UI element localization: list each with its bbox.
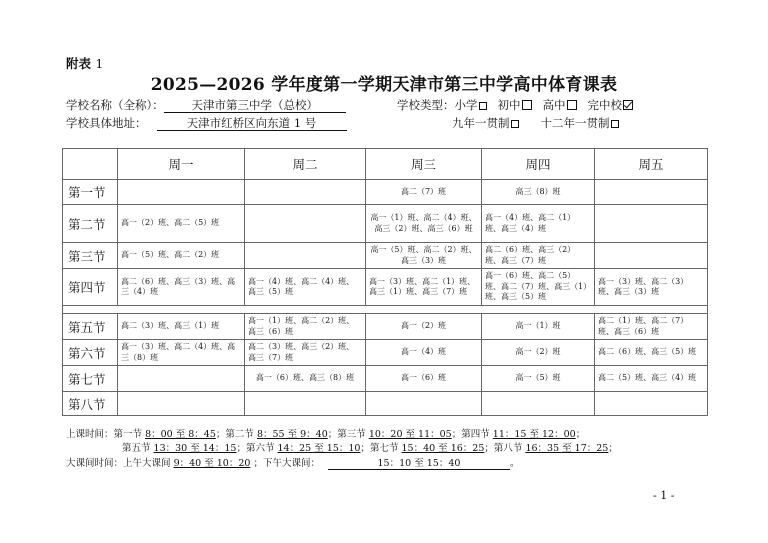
- class-cell: 高一（1）班、高二（2）班、高三（6）班: [245, 314, 366, 340]
- checkbox-icon: [522, 100, 532, 110]
- class-cell: 高一（5）班、高二（2）班、高三（3）班: [366, 243, 482, 269]
- class-cell: 高一（4）班、高二（4）班、高三（5）班: [245, 269, 366, 306]
- period-label: 第五节: [63, 314, 118, 340]
- class-cell: [482, 392, 595, 416]
- class-cell: [245, 180, 366, 205]
- class-cell: [118, 180, 245, 205]
- period-label: 第六节: [63, 340, 118, 366]
- period-label: 第一节: [63, 180, 118, 205]
- corner-cell: [63, 149, 118, 180]
- class-cell: 高一（3）班、高二（4）班、高三（8）班: [118, 340, 245, 366]
- school-type-twelve-year[interactable]: 十二年一贯制: [541, 116, 619, 130]
- table-row: [63, 205, 708, 243]
- class-times-line-1: 上课时间：第一节 8：00 至 8：45；第二节 8：55 至 9：40；第三节 10：20 至 11：05；第四节 11：15 至 12：00；: [66, 429, 586, 440]
- school-address-row: 学校具体地址： 天津市红桥区向东道 1 号: [66, 115, 347, 131]
- break-times-line: 大课间时间：上午大课间 9：40 至 10：20 ；下午大课间： 15：10 至 15：40 。: [66, 458, 520, 469]
- class-cell: 高一（6）班、高三（8）班: [245, 366, 366, 392]
- class-cell: 高三（8）班: [482, 180, 595, 205]
- class-cell: 高一（3）班、高二（3）班、高三（3）班: [595, 269, 708, 306]
- class-cell: 高一（6）班、高二（5）班、高二（7）班、高三（1）班、高三（5）班: [482, 269, 595, 306]
- school-type-senior[interactable]: 高中: [543, 98, 577, 112]
- day-header: 周一: [118, 149, 245, 180]
- table-row: [63, 269, 708, 306]
- period-label: 第七节: [63, 366, 118, 392]
- class-cell: [595, 243, 708, 269]
- class-cell: 高二（6）班、高三（3）班、高三（4）班: [118, 269, 245, 306]
- school-type-primary[interactable]: 小学: [455, 98, 487, 112]
- class-cell: 高二（6）班、高三（2）班、高三（7）班: [482, 243, 595, 269]
- class-cell: 高一（3）班、高二（1）班、高三（1）班、高三（7）班: [366, 269, 482, 306]
- class-cell: 高二（3）班、高三（1）班: [118, 314, 245, 340]
- period-label: 第八节: [63, 392, 118, 416]
- class-cell: 高二（6）班、高三（5）班: [595, 340, 708, 366]
- school-type-junior[interactable]: 初中: [498, 98, 532, 112]
- school-name-row: 学校名称（全称）： 天津市第三中学（总校）: [66, 97, 346, 113]
- class-cell: [245, 392, 366, 416]
- period-label: 第四节: [63, 269, 118, 306]
- checked-box-icon: [623, 100, 633, 110]
- class-cell: 高一（1）班: [482, 314, 595, 340]
- class-cell: [595, 205, 708, 243]
- page-title: 2025—2026 学年度第一学期天津市第三中学高中体育课表: [150, 75, 618, 95]
- annex-label: 附表 1: [66, 56, 104, 71]
- class-cell: 高二（1）班、高二（7）班、高三（6）班: [595, 314, 708, 340]
- class-cell: [245, 205, 366, 243]
- checkbox-icon: [611, 120, 619, 128]
- school-type-row: 学校类型：小学 初中 高中 完中校: [397, 97, 633, 113]
- day-header: 周四: [482, 149, 595, 180]
- class-cell: 高一（1）班、高二（4）班、高三（2）班、高三（6）班: [366, 205, 482, 243]
- class-cell: 高一（2）班: [366, 314, 482, 340]
- class-cell: 高二（7）班: [366, 180, 482, 205]
- class-cell: 高一（2）班: [482, 340, 595, 366]
- table-row: [63, 243, 708, 269]
- class-cell: [118, 366, 245, 392]
- header-row: [63, 149, 708, 180]
- day-header: 周三: [366, 149, 482, 180]
- class-cell: [245, 243, 366, 269]
- separator-row: [63, 306, 708, 314]
- day-header: 周二: [245, 149, 366, 180]
- class-cell: 高一（5）班: [482, 366, 595, 392]
- table-row: [63, 366, 708, 392]
- page-number: - 1 -: [653, 489, 675, 502]
- class-cell: [118, 392, 245, 416]
- school-type-nine-year[interactable]: 九年一贯制: [452, 116, 519, 130]
- class-cell: 高一（4）班、高二（1）班、高三（4）班: [482, 205, 595, 243]
- table-row: [63, 180, 708, 205]
- period-label: 第二节: [63, 205, 118, 243]
- class-cell: [595, 180, 708, 205]
- checkbox-icon: [567, 100, 577, 110]
- day-header: 周五: [595, 149, 708, 180]
- school-type-complete[interactable]: 完中校: [588, 98, 634, 112]
- class-cell: 高二（5）班、高三（4）班: [595, 366, 708, 392]
- class-times-line-2: 第五节 13：30 至 14：15；第六节 14：25 至 15：10；第七节 15：40 至 16：25；第八节 16：35 至 17：25；: [122, 443, 618, 454]
- table-row: [63, 314, 708, 340]
- checkbox-icon: [511, 120, 519, 128]
- school-type-row-2: [452, 115, 619, 131]
- class-cell: [366, 392, 482, 416]
- table-row: [63, 392, 708, 416]
- schedule-table: [62, 148, 708, 416]
- class-cell: 高一（6）班: [366, 366, 482, 392]
- class-cell: [595, 392, 708, 416]
- table-row: [63, 340, 708, 366]
- class-cell: 高一（5）班、高二（2）班: [118, 243, 245, 269]
- period-label: 第三节: [63, 243, 118, 269]
- class-cell: 高一（4）班: [366, 340, 482, 366]
- school-address-value: 天津市红桥区向东道 1 号: [157, 117, 347, 131]
- class-cell: 高一（2）班、高二（5）班: [118, 205, 245, 243]
- checkbox-icon: [479, 102, 487, 110]
- school-name-value: 天津市第三中学（总校）: [164, 99, 346, 113]
- class-cell: 高二（3）班、高三（2）班、高三（7）班: [245, 340, 366, 366]
